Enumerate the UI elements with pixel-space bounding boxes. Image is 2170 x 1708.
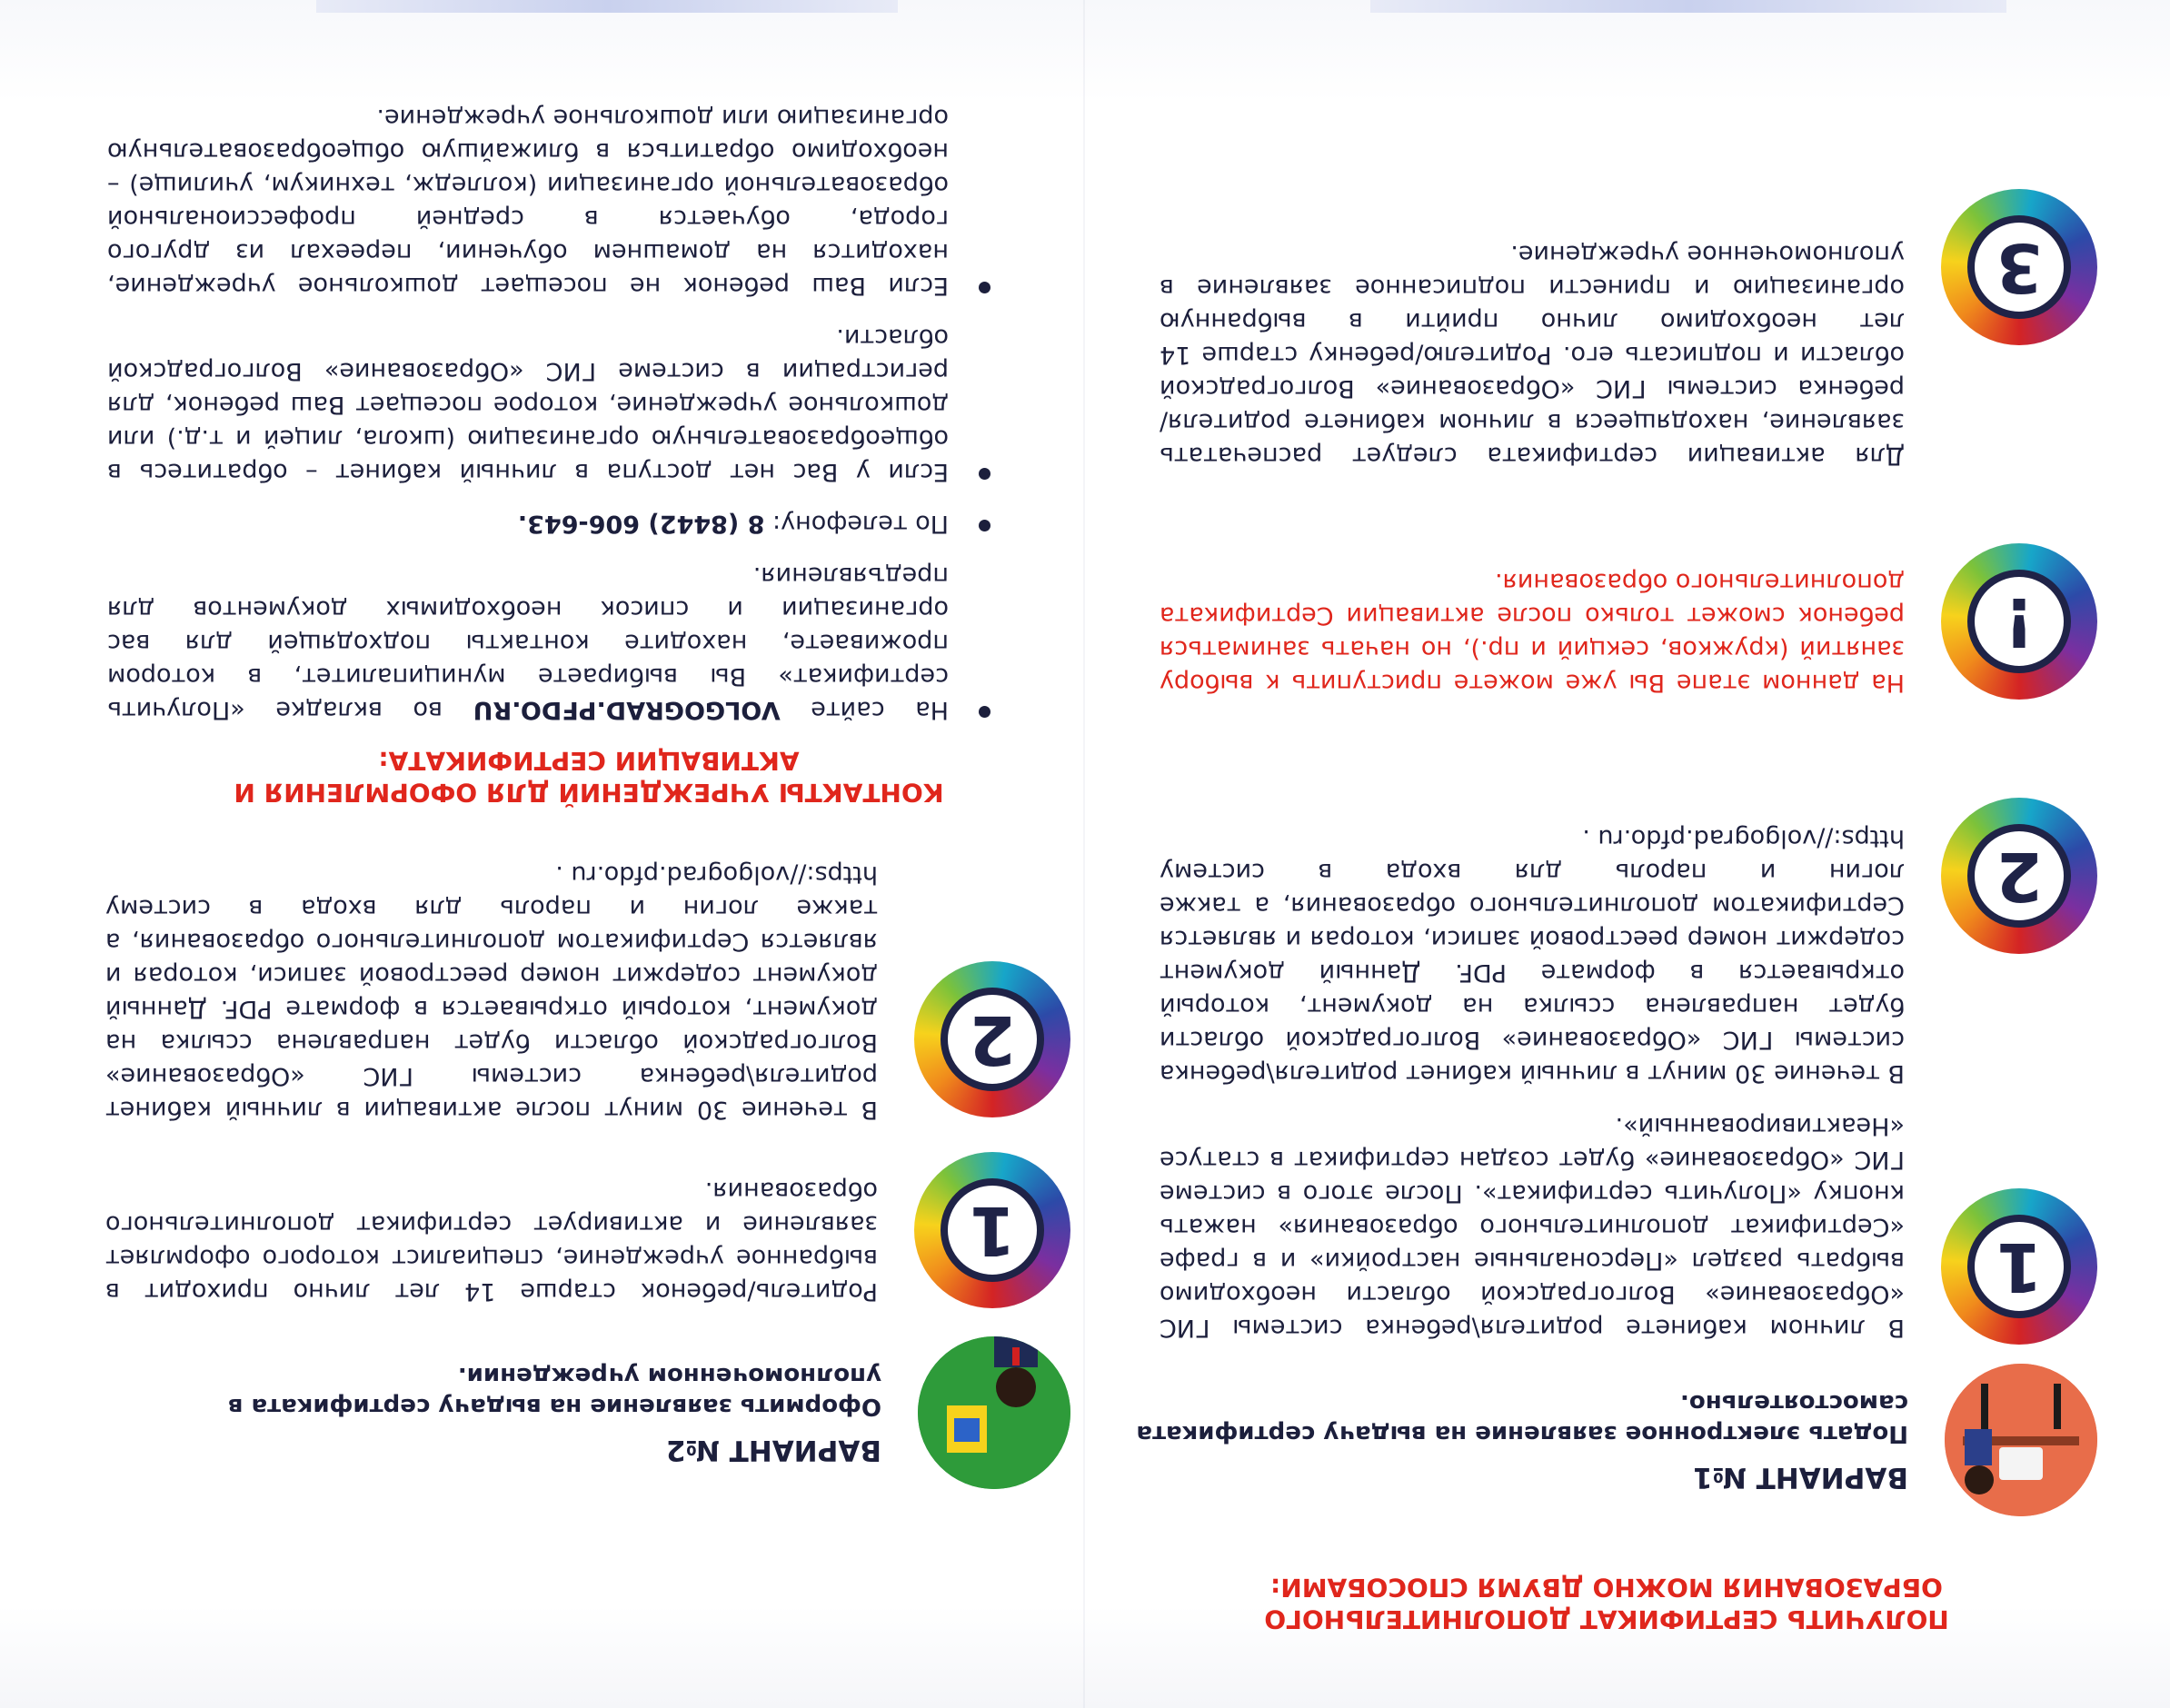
bullet-icon xyxy=(979,706,990,718)
variant1-step-3 xyxy=(1098,189,2097,472)
phone-number: 8 (8442) 606-643. xyxy=(517,510,765,538)
variant1-step-2 xyxy=(1098,798,2097,1090)
site-link[interactable]: VOLGOGRAD.PFDO.RU xyxy=(473,696,781,724)
variant1-title: ВАРИАНТ №1 xyxy=(1692,1460,1908,1494)
exclamation-badge-icon: ! xyxy=(1941,543,2097,700)
step-badge-1-icon: 1 xyxy=(1941,1188,2097,1345)
person-at-desk-icon xyxy=(1945,1364,2097,1516)
person-with-document-icon xyxy=(918,1336,1070,1489)
v2-step-1-text: Родитель/ребенок старше 14 лет лично приходит в выбранное учреждение, специалист которого оформляет заявление и активирует сертификат дополнительного образования. xyxy=(105,1177,878,1306)
contacts-item-phone: По телефону: 8 (8442) 606-643. xyxy=(107,507,998,541)
contacts-item-no-school: Если Ваш ребенок не посещает дошкольное учреждение, находится на домашнем обучении, переехал из другого города, обучается в средней профессиональной образовательной организации (колледж, техникум, училище) – необходимо обратиться в ближайшую общеобразовательную организацию или дошкольное учреждение. xyxy=(107,101,998,303)
variant2-step-1 xyxy=(71,1152,1070,1308)
variant2-header xyxy=(71,1336,1070,1490)
variant1-subtitle: Подать электронное заявление на выдачу сертификата самостоятельно. xyxy=(1136,1389,1908,1447)
step-badge-1-icon: 1 xyxy=(914,1152,1070,1308)
bullet-icon xyxy=(979,282,990,293)
variant2-subtitle: Оформить заявление на выдачу сертификата в уполномоченном учреждении. xyxy=(228,1362,881,1420)
variant2-step-2 xyxy=(71,858,1070,1127)
step-1-text: В личном кабинете родителя\ребенка системы ГИС «Образование» Волгоградской области необходимо выбрать раздел «Персональные настройки» и в графе «Сертификат дополнительного образования» нажать кнопку «Получить сертификат». После этого в системе ГИС «Образование» будет создан сертификат в статусе «Неактивированный». xyxy=(1160,1112,1905,1342)
contacts-item-no-access: Если у Вас нет доступа в личный кабинет – обратитесь в общеобразовательную организацию (школа, лицей и т.д.) или дошкольное учреждение, которое посещает Ваш ребенок, для регистрации в системе ГИС «Образование» Волгоградской области. xyxy=(107,321,998,489)
step-badge-2-icon: 2 xyxy=(914,961,1070,1117)
fold-line xyxy=(1083,0,1085,1708)
contacts-heading: КОНТАКТЫ УЧРЕЖДЕНИЙ ДЛЯ ОФОРМЛЕНИЯ И АКТИВАЦИИ СЕРТИФИКАТА: xyxy=(234,746,944,808)
left-panel xyxy=(1089,0,2134,1708)
step-2-text: В течение 30 минут в личный кабинет родителя\ребенка системы ГИС «Образование» Волгоградской области будет направлена ссылка на документ, который открывается в формате PDF. Данный документ содержит номер реестровой записи, которая и является Сертификатом дополнительного образования, а также логин и пароль для входа в систему https://volgograd.pfdo.ru . xyxy=(1160,824,1905,1087)
variant1-header xyxy=(1098,1363,2097,1517)
contacts-item-site: На сайте VOLGOGRAD.PFDO.RU во вкладке «Получить сертификат» Вы выбираете муниципалитет, в котором проживаете, находите контакты подходящей для вас организации и список необходимых документов для предъявления. xyxy=(107,559,998,727)
step-3-text: Для активации сертификата следует распечатать заявление, находящееся в личном кабинете родителя/ребенка системы ГИС «Образование» Волгоградской области и подписать его. Родителю/ребенку старше 14 лет необходимо лично прийти в выбранную организацию и принести подписанное заявление в уполномоченное учреждение. xyxy=(1160,240,1905,470)
contacts-list xyxy=(107,83,998,727)
step-badge-2-icon: 2 xyxy=(1941,798,2097,954)
right-panel xyxy=(35,0,1070,1708)
bullet-icon xyxy=(979,468,990,480)
bullet-icon xyxy=(979,520,990,531)
v2-step-2-text: В течение 30 минут после активации в личный кабинет родителя\ребенка системы ГИС «Образование» Волгоградской области будет направлена ссылка на документ, который открывается в формате PDF. Данный документ содержит номер реестровой записи, которая и является Сертификатом дополнительного образования, а также логин и пароль для входа в систему https://volgograd.pfdo.ru . xyxy=(105,860,878,1124)
variant1-step-notice xyxy=(1098,543,2097,700)
variant1-step-1 xyxy=(1098,1109,2097,1345)
notice-text: На данном этапе Вы уже можете приступить к выбору занятий (кружков, секций и пр.), но начать заниматься ребенок сможет только после активации Сертификата дополнительного образования. xyxy=(1160,568,1905,697)
step-badge-3-icon: 3 xyxy=(1941,189,2097,345)
variant2-title: ВАРИАНТ №2 xyxy=(665,1433,881,1466)
intro-heading: ПОЛУЧИТЬ СЕРТИФИКАТ ДОПОЛНИТЕЛЬНОГО ОБРАЗОВАНИЯ МОЖНО ДВУМЯ СПОСОБАМИ: xyxy=(1264,1573,1949,1634)
